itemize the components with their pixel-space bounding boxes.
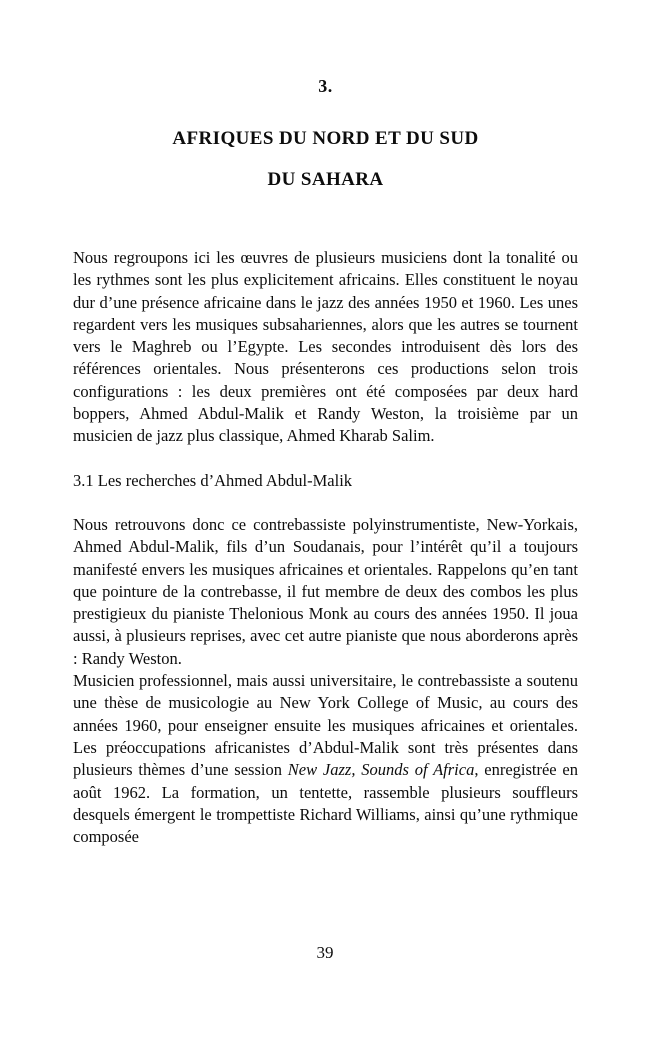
paragraph-musicien — [73, 670, 578, 848]
chapter-title — [73, 118, 578, 200]
paragraph-abdul-malik: Nous retrouvons donc ce contrebassiste polyinstrumentiste, New-Yorkais, Ahmed Abdul-Malik, fils d’un Soudanais, pour l’intérêt qu’il a toujours manifesté envers les musiques africaines et orientales. Rappelons qu’en tant que pointure de la contrebasse, il fut membre de deux des combos les plus prestigieux du pianiste Thelonious Monk au cours des années 1950. Il joua aussi, à plusieurs reprises, avec cet autre pianiste que nous aborderons après : Randy Weston. — [73, 514, 578, 668]
paragraph-musicien-text2: , enregistrée en août 1962. La formation, un tentette, rassemble plusieurs souffleurs desquels émergent le trompettiste Richard Williams, ainsi qu’une rythmique composée — [73, 760, 579, 847]
chapter-number: 3. — [318, 76, 333, 96]
page-number: 39 — [316, 943, 334, 962]
paragraph-musicien-text1: Musicien professionnel, mais aussi universitaire, le contrebassiste a soutenu une thèse de musicologie au New York College of Music, au cours des années 1960, pour enseigner ensuite les musiques africaines et orientales. Les préoccupations africanistes d’Abdul-Malik sont très présentes dans plusieurs thèmes d’une session — [73, 671, 578, 780]
paragraph-intro: Nous regroupons ici les œuvres de plusieurs musiciens dont la tonalité ou les rythmes sont les plus explicitement africains. Elles constituent le noyau dur d’une présence africaine dans le jazz des années 1950 et 1960. Les unes regardent vers les musiques subsahariennes, alors que les autres se tournent vers le Maghreb ou l’Egypte. Les secondes introduisent dès lors des références orientales. Nous présenterons ces productions selon trois configurations : les deux premières ont été composées par deux hard boppers, Ahmed Abdul-Malik et Randy Weston, la troisième par un musicien de jazz plus classique, Ahmed Kharab Salim. — [73, 248, 578, 446]
album-title-italic: New Jazz, Sounds of Africa — [287, 760, 475, 780]
chapter-title-line2: DU SAHARA — [267, 169, 384, 190]
chapter-title-line1: AFRIQUES DU NORD ET DU SUD — [172, 128, 479, 149]
section-heading: 3.1 Les recherches d’Ahmed Abdul-Malik — [73, 470, 353, 490]
